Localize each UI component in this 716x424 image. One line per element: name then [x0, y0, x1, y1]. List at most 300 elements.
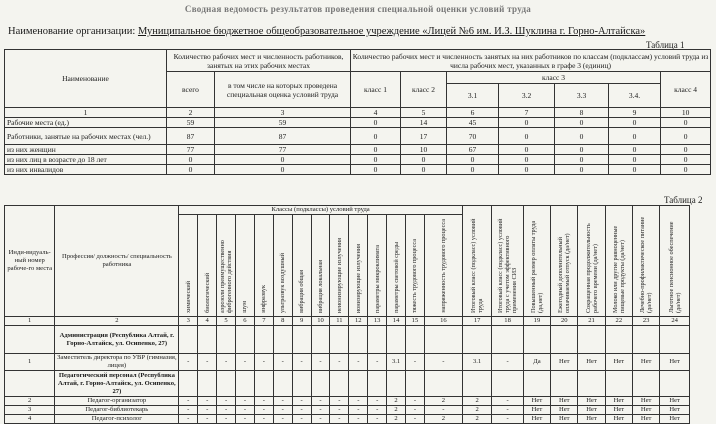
table-cell: 2 [387, 397, 406, 406]
table-cell: 2 [424, 415, 462, 424]
factor-header-label: напряженность трудового процесса [439, 219, 447, 313]
factor-header [462, 206, 491, 317]
factor-header-label: Сокращенная продолжительность рабочего времени (да/нет) [584, 223, 599, 313]
table-cell: 0 [661, 165, 711, 175]
table-cell: 77 [167, 145, 215, 155]
table-cell: Нет [605, 415, 632, 424]
table-cell: - [236, 397, 255, 406]
empty-cell [292, 371, 311, 397]
factor-header-label: параметры световой среды [392, 242, 400, 313]
table-cell: Да [523, 354, 550, 371]
factor-header [349, 215, 368, 317]
table-cell: - [292, 354, 311, 371]
table-cell: Нет [578, 406, 605, 415]
table-cell: - [273, 354, 292, 371]
table-cell: 87 [167, 128, 215, 145]
t2-col-number: 19 [523, 317, 550, 326]
table-cell: Нет [605, 397, 632, 406]
t2-col-number: 5 [217, 317, 236, 326]
t2-col-number: 21 [578, 317, 605, 326]
table-cell: Нет [523, 406, 550, 415]
table-cell: - [217, 406, 236, 415]
table-cell: 3.1 [462, 354, 491, 371]
table2-label: Таблица 2 [664, 195, 703, 205]
t2-header-num: Инди-видуаль-ный номер рабоче-го места [5, 206, 55, 317]
table-cell: - [311, 397, 330, 406]
factor-header-label: аэрозоли преимущественно фиброгенного действия [219, 240, 234, 313]
table-row [5, 145, 711, 155]
table-cell: Нет [660, 354, 690, 371]
factor-header [406, 215, 425, 317]
empty-cell [605, 371, 632, 397]
table-cell: 2 [387, 415, 406, 424]
empty-cell [578, 371, 605, 397]
factor-header-label: ионизирующие излучения [354, 243, 362, 313]
empty-cell [198, 371, 217, 397]
table-cell: - [179, 415, 198, 424]
profession: Педагог-психолог [55, 415, 179, 424]
workplace-number: 4 [5, 415, 55, 424]
factor-header [254, 215, 273, 317]
empty-cell [292, 326, 311, 354]
table-cell: - [330, 397, 349, 406]
t2-col-number: 10 [311, 317, 330, 326]
table-cell: - [406, 354, 425, 371]
t2-col-number: 8 [273, 317, 292, 326]
empty-cell [217, 371, 236, 397]
table-row [5, 128, 711, 145]
row-label: Рабочие места (ед.) [5, 118, 167, 128]
table-cell: 14 [401, 118, 447, 128]
table-cell: - [368, 397, 387, 406]
table-cell: 0 [661, 155, 711, 165]
t1-sub-3-2: 3.2 [499, 84, 555, 108]
table-cell: 0 [447, 165, 499, 175]
empty-cell [273, 326, 292, 354]
table-cell: - [179, 397, 198, 406]
table-cell: 2 [462, 397, 491, 406]
factor-header-label: параметры микроклимата [373, 245, 381, 313]
table-cell: - [179, 406, 198, 415]
organization-line [8, 26, 645, 37]
table-cell: - [292, 415, 311, 424]
factor-header-label: Итоговый класс (подкласс) условий труда с учетом эффективного применения СИЗ [497, 218, 519, 313]
table-cell: 0 [499, 165, 555, 175]
table-cell: 2 [462, 406, 491, 415]
empty-cell [387, 326, 406, 354]
empty-cell [217, 326, 236, 354]
section-title: Администрация (Республика Алтай, г. Горно-Алтайск, ул. Осипенко, 27) [55, 326, 179, 354]
empty-cell [236, 326, 255, 354]
empty-cell [424, 371, 462, 397]
table-cell: 67 [447, 145, 499, 155]
table-cell: - [311, 406, 330, 415]
table-cell: 0 [499, 145, 555, 155]
table-cell: 0 [661, 145, 711, 155]
t2-col-number: 12 [349, 317, 368, 326]
empty-cell [462, 326, 491, 354]
t2-col-number: 1 [5, 317, 55, 326]
table-cell: - [217, 415, 236, 424]
t2-col-number: 20 [551, 317, 578, 326]
table-cell: 0 [499, 118, 555, 128]
table-cell: 17 [401, 128, 447, 145]
table-cell: - [292, 397, 311, 406]
table-cell: - [406, 415, 425, 424]
table-row [5, 155, 711, 165]
table-cell: Нет [551, 406, 578, 415]
t1-header-name: Наименование [5, 50, 167, 108]
t2-col-number: 15 [406, 317, 425, 326]
empty-cell [368, 326, 387, 354]
factor-header [660, 206, 690, 317]
empty-cell [311, 371, 330, 397]
table-cell: Нет [660, 397, 690, 406]
factor-header [387, 215, 406, 317]
table-cell: 10 [401, 145, 447, 155]
t1-col-number: 7 [499, 108, 555, 118]
t1-header-class4: класс 4 [661, 72, 711, 108]
t2-header-profession: Профессия/ должность/ специальность работника [55, 206, 179, 317]
table-cell: - [330, 415, 349, 424]
row-label: Работники, занятые на рабочих местах (чел.) [5, 128, 167, 145]
factor-header [292, 215, 311, 317]
table-cell: - [311, 354, 330, 371]
factor-header [578, 206, 605, 317]
empty-cell [236, 371, 255, 397]
empty-cell [311, 326, 330, 354]
table-cell: 77 [215, 145, 351, 155]
table-cell: Нет [633, 415, 660, 424]
empty-cell [551, 371, 578, 397]
table-cell: - [492, 415, 524, 424]
table-cell: - [273, 397, 292, 406]
table-cell: 0 [609, 118, 661, 128]
section-row [5, 371, 690, 397]
t2-col-number: 3 [179, 317, 198, 326]
document-title: Сводная ведомость результатов проведения специальной оценки условий труда [184, 4, 532, 14]
table-cell: - [368, 415, 387, 424]
empty-cell [633, 371, 660, 397]
empty-cell [198, 326, 217, 354]
empty-cell [330, 371, 349, 397]
table-cell: 2 [424, 397, 462, 406]
t2-col-number: 6 [236, 317, 255, 326]
factor-header-label: Повышенный размер оплаты труда (да,нет) [529, 220, 544, 313]
t2-header-classes: Классы (подклассы) условий труда [179, 206, 463, 215]
empty-cell [330, 326, 349, 354]
table-cell: 0 [351, 145, 401, 155]
workplace-number: 1 [5, 354, 55, 371]
table-cell: - [254, 354, 273, 371]
t1-header-total: всего [167, 72, 215, 108]
workplace-number: 2 [5, 397, 55, 406]
t1-header-class3: класс 3 [447, 72, 661, 84]
table-cell: Нет [605, 406, 632, 415]
t1-sub-3-4: 3.4. [609, 84, 661, 108]
table-cell: - [349, 354, 368, 371]
empty-cell [349, 371, 368, 397]
factor-header-label: вибрация локальная [317, 260, 324, 313]
t1-header-incl: в том числе на которых проведена специальная оценка условий труда [215, 72, 351, 108]
t2-col-number: 23 [633, 317, 660, 326]
table-cell: 59 [167, 118, 215, 128]
t2-col-number: 11 [330, 317, 349, 326]
t2-col-number: 16 [424, 317, 462, 326]
table-cell: Нет [578, 397, 605, 406]
profession: Заместитель директора по УВР (гимназия, лицея) [55, 354, 179, 371]
table-cell: 45 [447, 118, 499, 128]
table-cell: 0 [609, 145, 661, 155]
table-cell: - [254, 397, 273, 406]
factor-header-label: ультразвук воздушный [279, 252, 287, 313]
table-cell: 0 [215, 165, 351, 175]
row-label: из них женщин [5, 145, 167, 155]
factor-header [236, 215, 255, 317]
empty-cell [179, 326, 198, 354]
table-cell: Нет [523, 415, 550, 424]
table-cell: 0 [661, 118, 711, 128]
workplace-number: 3 [5, 406, 55, 415]
table-cell: - [492, 406, 524, 415]
table-cell: Нет [578, 415, 605, 424]
table-cell: Нет [551, 415, 578, 424]
factor-header [273, 215, 292, 317]
table-cell: - [368, 354, 387, 371]
table-cell: Нет [633, 406, 660, 415]
factor-header-label: Итоговый класс (подкласс) условий труда [470, 218, 485, 313]
table-cell: 0 [167, 165, 215, 175]
factor-header [605, 206, 632, 317]
table-cell: - [217, 397, 236, 406]
empty-cell [523, 371, 550, 397]
table-cell: 87 [215, 128, 351, 145]
table-cell: 2 [462, 415, 491, 424]
table-cell: - [236, 406, 255, 415]
factor-header [311, 215, 330, 317]
table-cell: 0 [351, 155, 401, 165]
t2-col-number: 13 [368, 317, 387, 326]
table-cell: - [424, 406, 462, 415]
empty-cell [368, 371, 387, 397]
t1-header-classes: Количество рабочих мест и численность занятых на них работников по классам (подклассам) условий труда из числа рабочих мест, указанных в графе 3 (единиц) [351, 50, 711, 72]
table-cell: - [198, 397, 217, 406]
table-cell: Нет [660, 415, 690, 424]
factor-header-label: Молоко или другие равноценные пищевые продукты (да/нет) [611, 225, 626, 313]
table-cell: Нет [523, 397, 550, 406]
t1-header-count: Количество рабочих мест и численность работников, занятых на этих рабочих местах [167, 50, 351, 72]
t1-col-number: 9 [609, 108, 661, 118]
t2-col-number: 7 [254, 317, 273, 326]
table-cell: - [424, 354, 462, 371]
table-cell: 0 [555, 118, 609, 128]
factor-header [523, 206, 550, 317]
empty-cell [179, 371, 198, 397]
table1-label: Таблица 1 [646, 40, 685, 50]
table-cell: 0 [555, 165, 609, 175]
t1-col-number: 10 [661, 108, 711, 118]
row-label: из них лиц в возрасте до 18 лет [5, 155, 167, 165]
table-cell: 3.1 [387, 354, 406, 371]
table-cell: 59 [215, 118, 351, 128]
table-cell: 0 [215, 155, 351, 165]
t2-col-number: 4 [198, 317, 217, 326]
table-cell: - [273, 415, 292, 424]
t1-col-number: 2 [167, 108, 215, 118]
t2-col-number: 24 [660, 317, 690, 326]
table-row [5, 165, 711, 175]
table-cell: - [254, 406, 273, 415]
factor-header-label: тяжесть трудового процесса [411, 238, 419, 313]
t1-col-number: 4 [351, 108, 401, 118]
empty-cell [660, 326, 690, 354]
t2-col-number: 9 [292, 317, 311, 326]
table-cell: 0 [447, 155, 499, 165]
table-cell: - [492, 354, 524, 371]
profession: Педагог-библиотекарь [55, 406, 179, 415]
section-title: Педагогический персонал (Республика Алтай, г. Горно-Алтайск, ул. Осипенко, 27) [55, 371, 179, 397]
summary-table [4, 49, 711, 175]
factor-header [217, 215, 236, 317]
factor-header-label: Лечебно-профилактическое питание (да/нет) [639, 216, 654, 313]
factor-header-label: химический [184, 280, 192, 313]
table-cell: 0 [499, 155, 555, 165]
table-cell: - [492, 397, 524, 406]
table-cell: - [198, 406, 217, 415]
table-cell: 2 [387, 406, 406, 415]
table-cell: - [311, 415, 330, 424]
empty-cell [633, 326, 660, 354]
empty-cell [273, 371, 292, 397]
empty-cell [523, 326, 550, 354]
table-row [5, 415, 690, 424]
table-row [5, 397, 690, 406]
empty-cell [254, 326, 273, 354]
table-cell: - [368, 406, 387, 415]
table-cell: 0 [499, 128, 555, 145]
row-label: из них инвалидов [5, 165, 167, 175]
factor-header-label: Льготное пенсионное обеспечение (да/нет) [667, 221, 682, 313]
table-row [5, 118, 711, 128]
empty-cell [349, 326, 368, 354]
empty-cell [551, 326, 578, 354]
table-cell: 70 [447, 128, 499, 145]
table-cell: - [217, 354, 236, 371]
table-cell: - [236, 354, 255, 371]
factor-header [368, 215, 387, 317]
table-row [5, 406, 690, 415]
table-cell: 0 [401, 155, 447, 165]
factor-header [633, 206, 660, 317]
empty-cell [406, 326, 425, 354]
t2-col-number: 2 [55, 317, 179, 326]
t1-header-class2: класс 2 [401, 72, 447, 108]
factor-header [424, 215, 462, 317]
empty-cell [387, 371, 406, 397]
factor-header-label: биологический [203, 273, 211, 313]
factor-header [330, 215, 349, 317]
factor-header-label: инфразвук [260, 285, 268, 313]
table-cell: 0 [167, 155, 215, 165]
empty-cell [492, 371, 524, 397]
table-cell: Нет [633, 397, 660, 406]
table-cell: - [330, 354, 349, 371]
factor-header [492, 206, 524, 317]
t1-sub-3-3: 3.3 [555, 84, 609, 108]
table-cell: 0 [351, 128, 401, 145]
table-row [5, 354, 690, 371]
table-cell: 0 [661, 128, 711, 145]
t1-col-number: 1 [5, 108, 167, 118]
table-cell: 0 [609, 128, 661, 145]
t1-sub-3-1: 3.1 [447, 84, 499, 108]
table-cell: - [236, 415, 255, 424]
t2-col-number: 18 [492, 317, 524, 326]
table-cell: Нет [633, 354, 660, 371]
table-cell: 0 [609, 155, 661, 165]
table-cell: 0 [351, 118, 401, 128]
factor-header-label: неионизирующие излучения [335, 237, 343, 313]
organization-name: Муниципальное бюджетное общеобразовательное учреждение «Лицей №6 им. И.З. Шуклина г. Горно-Алтайска» [137, 26, 646, 37]
table-cell: 0 [555, 128, 609, 145]
table-cell: 0 [401, 165, 447, 175]
table-cell: - [254, 415, 273, 424]
empty-cell [462, 371, 491, 397]
table-cell: - [406, 406, 425, 415]
table-cell: - [330, 406, 349, 415]
factor-header [198, 215, 217, 317]
factor-header [179, 215, 198, 317]
table-cell: Нет [551, 354, 578, 371]
t1-col-number: 5 [401, 108, 447, 118]
table-cell: - [198, 354, 217, 371]
table-cell: 0 [555, 155, 609, 165]
empty-cell [605, 326, 632, 354]
empty-cell [492, 326, 524, 354]
t1-col-number: 6 [447, 108, 499, 118]
table-cell: 0 [555, 145, 609, 155]
empty-cell [5, 326, 55, 354]
factor-header-label: Ежегодный дополнительный оплачиваемый отпуск (да/нет) [557, 233, 572, 313]
t1-col-number: 8 [555, 108, 609, 118]
table-cell: - [349, 415, 368, 424]
empty-cell [254, 371, 273, 397]
table-cell: 0 [609, 165, 661, 175]
factor-header-label: шум [241, 301, 249, 313]
organization-label: Наименование организации: [8, 26, 136, 37]
table-cell: Нет [578, 354, 605, 371]
table-cell: - [292, 406, 311, 415]
empty-cell [578, 326, 605, 354]
t1-col-number: 3 [215, 108, 351, 118]
empty-cell [406, 371, 425, 397]
empty-cell [424, 326, 462, 354]
empty-cell [5, 371, 55, 397]
t2-col-number: 22 [605, 317, 632, 326]
t2-col-number: 14 [387, 317, 406, 326]
t1-header-class1: класс 1 [351, 72, 401, 108]
factor-header-label: вибрация общая [298, 270, 306, 313]
section-row [5, 326, 690, 354]
table-cell: - [273, 406, 292, 415]
profession: Педагог-организатор [55, 397, 179, 406]
empty-cell [660, 371, 690, 397]
table-cell: - [349, 397, 368, 406]
table-cell: Нет [660, 406, 690, 415]
workplaces-table [4, 205, 690, 424]
table-cell: - [349, 406, 368, 415]
table-cell: Нет [605, 354, 632, 371]
